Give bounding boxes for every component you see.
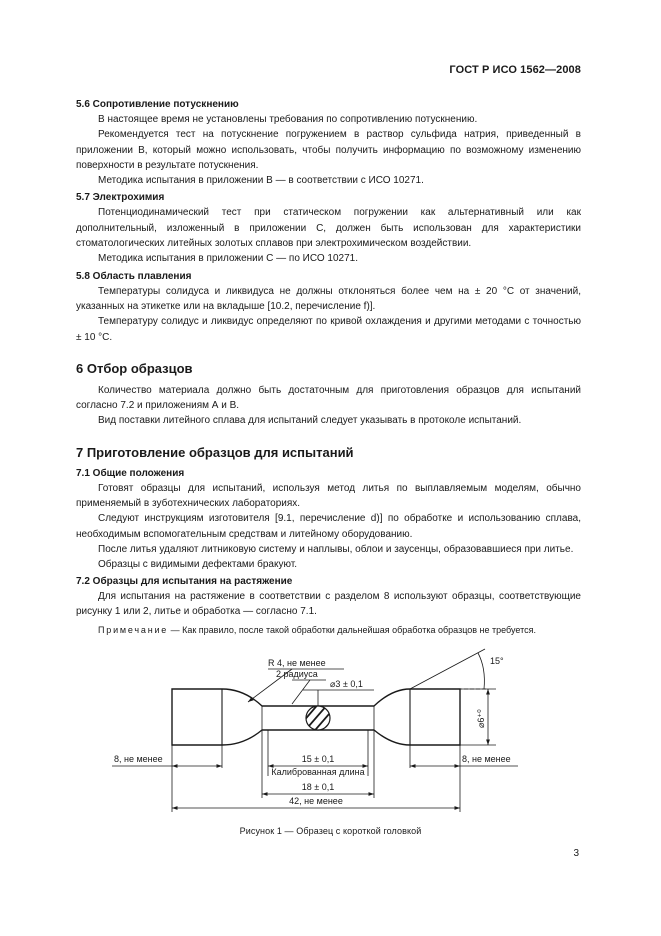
gauge-length-label: 15 ± 0,1 bbox=[301, 754, 335, 764]
section-5-8-title: 5.8 Область плавления bbox=[76, 270, 192, 282]
note bbox=[76, 623, 581, 637]
section-5-7 bbox=[76, 191, 581, 266]
paragraph: Температуру солидус и ликвидус определяют по кривой охлаждения и другими методами с точностью ± 10 °С. bbox=[76, 316, 581, 343]
section-7-2-title: 7.2 Образцы для испытания на растяжение bbox=[76, 575, 293, 587]
paragraph: Методика испытания в приложении С — по ИСО 10271. bbox=[98, 253, 358, 265]
paragraph: Количество материала должно быть достаточным для приготовления образцов для испытаний согласно 7.2 и приложениям А и В. bbox=[76, 384, 581, 412]
paragraph: Вид поставки литейного сплава для испытаний следует указывать в протоколе испытаний. bbox=[98, 415, 522, 427]
total-length-label: 42, не менее bbox=[289, 796, 343, 806]
page-number: 3 bbox=[573, 848, 579, 859]
section-5-6 bbox=[76, 98, 581, 188]
paragraph: Температуры солидуса и ликвидуса не должны отклоняться более чем на ± 20 °С от значений, указанных на этикетке или на вкладыше [10.2, перечисление f)]. bbox=[76, 285, 581, 312]
paragraph: В настоящее время не установлены требования по сопротивлению потускнению. bbox=[98, 114, 478, 125]
section-6 bbox=[76, 361, 581, 429]
parallel-length-label: 18 ± 0,1 bbox=[301, 782, 335, 792]
section-7-1-title: 7.1 Общие положения bbox=[76, 467, 185, 479]
paragraph: Для испытания на растяжение в соответствии с разделом 8 используют образцы, соответствующие рисунку 1 или 2, литье и обработка — согласно 7.1. bbox=[76, 590, 581, 617]
gauge-length-caption: Калиброванная длина bbox=[271, 767, 365, 777]
angle-label: 15° bbox=[490, 656, 504, 666]
paragraph: Образцы с видимыми дефектами бракуют. bbox=[98, 559, 298, 571]
section-5-7-title: 5.7 Электрохимия bbox=[76, 192, 165, 204]
left-head-length-label: 8, не менее bbox=[114, 754, 163, 764]
right-head-length-label: 8, не менее bbox=[462, 754, 511, 764]
page-content bbox=[76, 98, 581, 637]
section-5-6-title: 5.6 Сопротивление потускнению bbox=[76, 99, 239, 110]
radius-note: 2 радиуса bbox=[276, 669, 318, 679]
figure-caption: Рисунок 1 — Образец с короткой головкой bbox=[239, 826, 422, 836]
section-5-8 bbox=[76, 270, 581, 345]
cross-section-symbol bbox=[296, 702, 342, 738]
specimen-drawing bbox=[0, 640, 661, 820]
note-label: Примечание bbox=[98, 625, 169, 636]
paragraph: Готовят образцы для испытаний, используя метод литья по выплавляемым моделям, обычно применяемый в зуботехнических лабораториях. bbox=[76, 482, 581, 510]
paragraph: Потенциодинамический тест при статическом погружении как альтернативный или как дополнительный, изложенный в приложении С, должен быть использован для характеристики стоматологических литейных золотых сплавов при электрохимическом воздействии. bbox=[76, 207, 581, 250]
section-6-title: 6 Отбор образцов bbox=[76, 360, 193, 376]
paragraph: Следуют инструкциям изготовителя [9.1, перечисление d)] по обработке и использованию сплава, необходимым вспомогательным средствам и литейному оборудованию. bbox=[76, 513, 581, 540]
gauge-diameter-label: ⌀3 ± 0,1 bbox=[330, 679, 363, 689]
section-7-title: 7 Приготовление образцов для испытаний bbox=[76, 444, 354, 460]
radius-label: R 4, не менее bbox=[268, 658, 326, 668]
head-diameter-label: ⌀6⁺⁰ bbox=[476, 709, 486, 728]
note-text: — Как правило, после такой обработки дальнейшая обработка образцов не требуется. bbox=[170, 625, 537, 636]
figure-1 bbox=[0, 640, 661, 820]
paragraph: После литья удаляют литниковую систему и наплывы, облои и заусенцы, образовавшиеся при литье. bbox=[98, 543, 574, 555]
section-7 bbox=[76, 445, 581, 637]
standard-designation: ГОСТ Р ИСО 1562—2008 bbox=[449, 64, 581, 76]
paragraph: Рекомендуется тест на потускнение погружением в раствор сульфида натрия, приведенный в приложении В, который можно использовать, чтобы получить информацию по возможному изменению поверхности в результате потускнения. bbox=[76, 129, 581, 171]
paragraph: Методика испытания в приложении В — в соответствии с ИСО 10271. bbox=[98, 175, 424, 187]
